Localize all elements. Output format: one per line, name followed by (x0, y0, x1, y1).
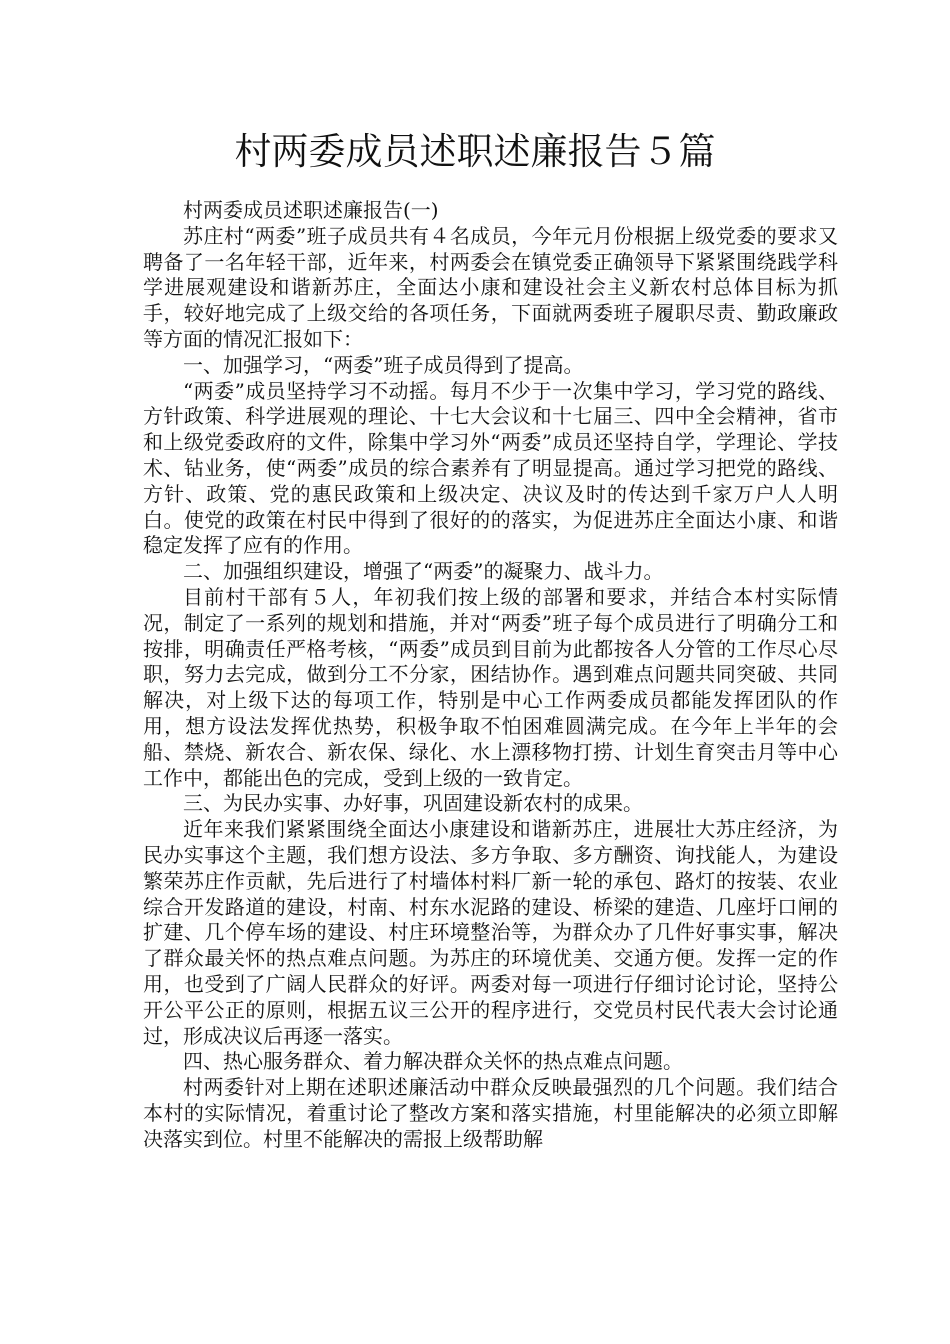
paragraph: 村两委针对上期在述职述廉活动中群众反映最强烈的几个问题。我们结合本村的实际情况，着重讨论了整改方案和落实措施，村里能解决的必须立即解决落实到位。村里不能解决的需报上级帮助解 (143, 1075, 838, 1151)
section-heading: 三、为民办实事、办好事，巩固建设新农村的成果。 (183, 791, 643, 816)
paragraph: 苏庄村“两委”班子成员共有４名成员，今年元月份根据上级党委的要求又聘备了一名年轻干部，近年来，村两委会在镇党委正确领导下紧紧围绕践学科学进展观建设和谐新苏庄，全面达小康和建设社会主义新农村总体目标为抓手，较好地完成了上级交给的各项任务，下面就两委班子履职尽责、勤政廉政等方面的情况汇报如下： (143, 223, 838, 351)
document-body (143, 198, 838, 1152)
section-heading: 四、热心服务群众、着力解决群众关怀的热点难点问题。 (183, 1049, 683, 1074)
paragraph: 近年来我们紧紧围绕全面达小康建设和谐新苏庄，进展壮大苏庄经济，为民办实事这个主题，我们想方设法、多方争取、多方酬资、询找能人，为建设繁荣苏庄作贡献，先后进行了村墙体村料厂新一轮的承包、路灯的按装、农业综合开发路道的建设，村南、村东水泥路的建设、桥梁的建造、几座圩口闸的扩建、几个停车场的建设、村庄环境整治等，为群众办了几件好事实事，解决了群众最关怀的热点难点问题。为苏庄的环境优美、交通方便。发挥一定的作用，也受到了广阔人民群众的好评。两委对每一项进行仔细讨论讨论，坚持公开公平公正的原则，根据五议三公开的程序进行，交党员村民代表大会讨论通过，形成决议后再逐一落实。 (143, 817, 838, 1048)
section-heading: 一、加强学习，“两委”班子成员得到了提高。 (183, 352, 584, 377)
paragraph: 目前村干部有５人，年初我们按上级的部署和要求，并结合本村实际情况，制定了一系列的规划和措施，并对“两委”班子每个成员进行了明确分工和按排，明确责任严格考核，“两委”成员到目前为此都按各人分管的工作尽心尽职，努力去完成，做到分工不分家，困结协作。遇到难点问题共同突破、共同解决，对上级下达的每项工作，特别是中心工作两委成员都能发挥团队的作用，想方设法发挥优热势，积极争取不怕困难圆满完成。在今年上半年的会船、禁烧、新农合、新农保、绿化、水上漂移物打捞、计划生育突击月等中心工作中，都能出色的完成，受到上级的一致肯定。 (143, 584, 838, 790)
paragraph: “两委”成员坚持学习不动摇。每月不少于一次集中学习，学习党的路线、方针政策、科学进展观的理论、十七大会议和十七届三、四中全会精神，省市和上级党委政府的文件，除集中学习外“两委”成员还坚持自学，学理论、学技术、钻业务，使“两委”成员的综合素养有了明显提高。通过学习把党的路线、方针、政策、党的惠民政策和上级决定、决议及时的传达到千家万户人人明白。使党的政策在村民中得到了很好的的落实，为促进苏庄全面达小康、和谐稳定发挥了应有的作用。 (143, 378, 838, 558)
document-title: 村两委成员述职述廉报告５篇 (234, 130, 716, 173)
section-heading: 二、加强组织建设，增强了“两委”的凝聚力、战斗力。 (183, 559, 664, 584)
report-subtitle: 村两委成员述职述廉报告(一) (183, 198, 439, 222)
